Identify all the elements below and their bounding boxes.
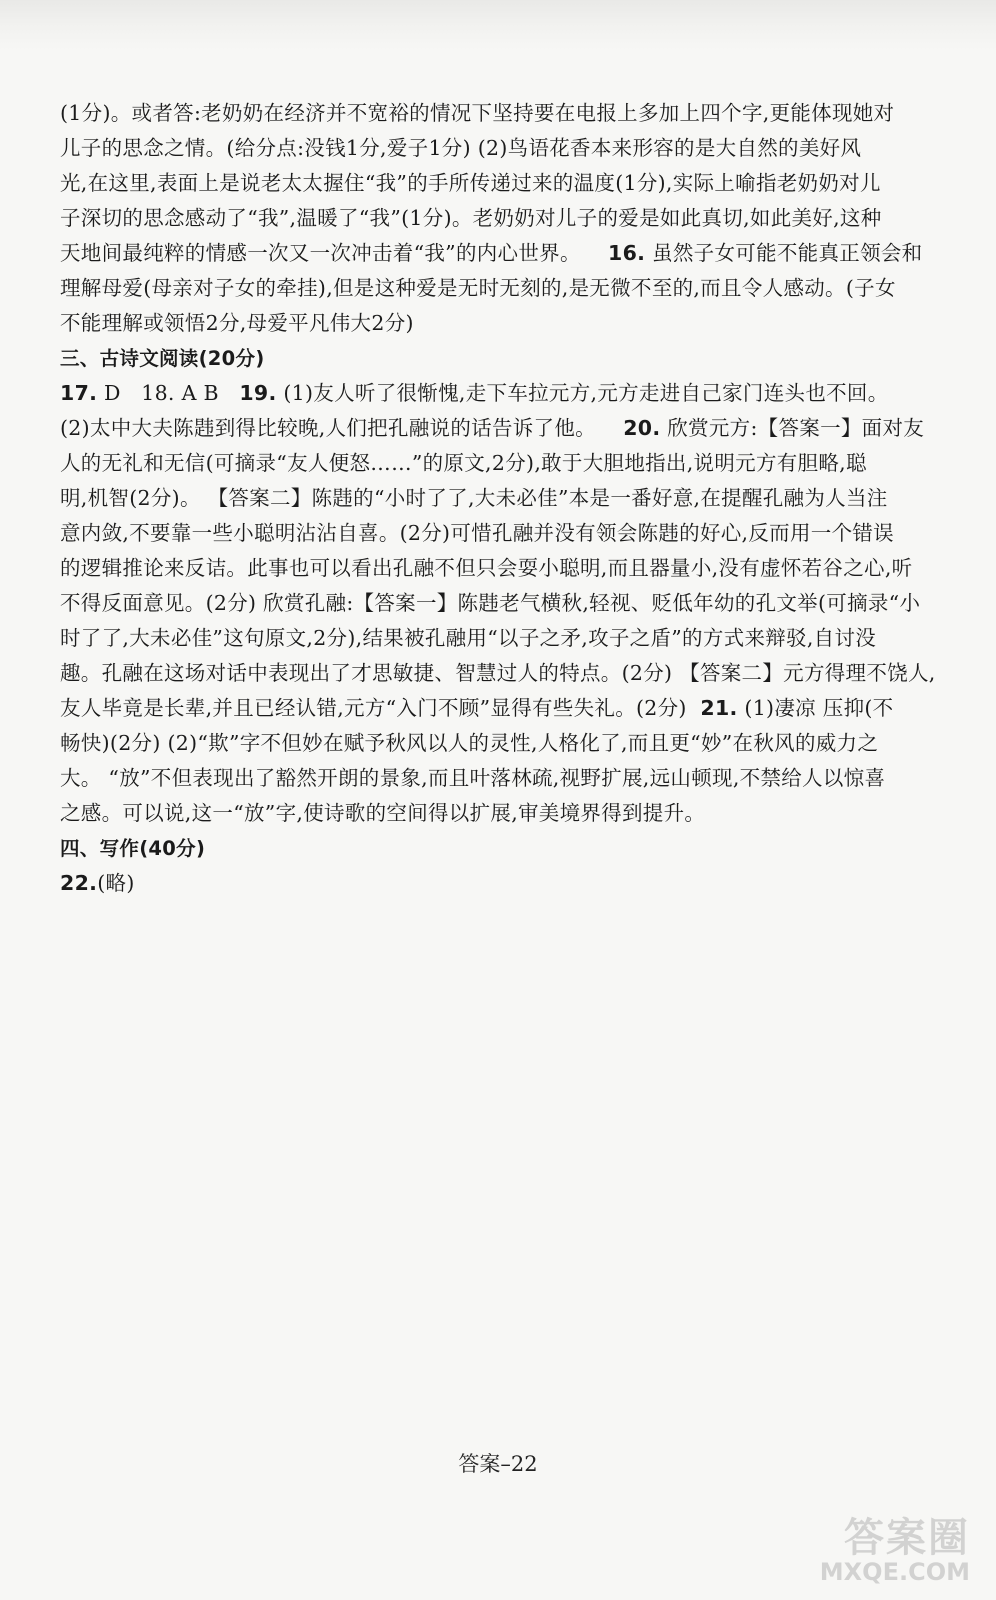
- section-heading: 四、写作(40分): [60, 837, 206, 860]
- answer-line: [60, 201, 940, 236]
- answer-line: [60, 131, 940, 166]
- section-heading: 三、古诗文阅读(20分): [60, 347, 265, 370]
- answer-text: 不得反面意见。(2分) 欣赏孔融:【答案一】陈韪老气横秋,轻视、贬低年幼的孔文举(可摘录“小: [60, 591, 921, 615]
- answer-text: 虽然子女可能不能真正领会和: [652, 241, 923, 265]
- question-number: 20.: [623, 416, 661, 440]
- answer-text: 友人毕竟是长辈,并且已经认错,元方“入门不顾”显得有些失礼。(2分): [60, 696, 687, 720]
- answer-text: (1)凄凉 压抑(不: [744, 696, 894, 720]
- answer-line: [60, 446, 940, 481]
- answer-text: 天地间最纯粹的情感一次又一次冲击着“我”的内心世界。: [60, 241, 581, 265]
- answer-text: 光,在这里,表面上是说老太太握住“我”的手所传递过来的温度(1分),实际上喻指老奶奶对儿: [60, 171, 881, 195]
- answer-line: [60, 586, 940, 621]
- scan-top-edge: [0, 0, 996, 50]
- answer-text: 的逻辑推论来反诘。此事也可以看出孔融不但只会耍小聪明,而且器量小,没有虚怀若谷之心,听: [60, 556, 913, 580]
- answer-text: 时了了,大未必佳”这句原文,2分),结果被孔融用“以子之矛,攻子之盾”的方式来辩驳,自讨没: [60, 626, 877, 650]
- answer-key-body: [60, 96, 940, 901]
- answer-text: 大。 “放”不但表现出了豁然开朗的景象,而且叶落林疏,视野扩展,远山顿现,不禁给人以惊喜: [60, 766, 886, 790]
- answer-line: [60, 621, 940, 656]
- page-number: 答案–22: [458, 1452, 538, 1476]
- answer-text: 理解母爱(母亲对子女的牵挂),但是这种爱是无时无刻的,是无微不至的,而且令人感动。(子女: [60, 276, 896, 300]
- answer-text: 不能理解或领悟2分,母爱平凡伟大2分): [60, 311, 414, 335]
- answer-line: [60, 761, 940, 796]
- answer-line: [60, 271, 940, 306]
- answer-text: 之感。可以说,这一“放”字,使诗歌的空间得以扩展,审美境界得到提升。: [60, 801, 706, 825]
- answer-line: [60, 516, 940, 551]
- answer-line: [60, 306, 940, 341]
- question-number: 21.: [700, 696, 738, 720]
- answer-line: [60, 411, 940, 446]
- watermark-logo: [804, 1506, 974, 1586]
- answer-line: [60, 866, 940, 901]
- answer-line: [60, 656, 940, 691]
- answer-line: [60, 376, 940, 411]
- question-number: 22.: [60, 871, 98, 895]
- answer-text: 畅快)(2分) (2)“欺”字不但妙在赋予秋风以人的灵性,人格化了,而且更“妙”在秋风的威力之: [60, 731, 879, 755]
- answer-line: [60, 236, 940, 271]
- answer-text: (1分)。或者答:老奶奶在经济并不宽裕的情况下坚持要在电报上多加上四个字,更能体现她对: [60, 101, 895, 125]
- answer-text: 明,机智(2分)。 【答案二】陈韪的“小时了了,大未必佳”本是一番好意,在提醒孔融为人当注: [60, 486, 888, 510]
- answer-text: 意内敛,不要靠一些小聪明沾沾自喜。(2分)可惜孔融并没有领会陈韪的好心,反而用一个错误: [60, 521, 894, 545]
- question-number: 19.: [239, 381, 277, 405]
- answer-line: [60, 796, 940, 831]
- answer-line: [60, 166, 940, 201]
- watermark-text: 答案圈: [844, 1515, 970, 1561]
- question-number: 17.: [60, 381, 98, 405]
- answer-text: 子深切的思念感动了“我”,温暖了“我”(1分)。老奶奶对儿子的爱是如此真切,如此美好,这种: [60, 206, 882, 230]
- answer-line: [60, 691, 940, 726]
- answer-text: D: [104, 381, 121, 405]
- answer-line: [60, 96, 940, 131]
- answer-line: [60, 551, 940, 586]
- answer-text: 18. A B: [141, 381, 219, 405]
- answer-text: (略): [97, 871, 135, 895]
- answer-line: [60, 481, 940, 516]
- watermark-url: MXQE.COM: [819, 1558, 970, 1586]
- answer-line: [60, 726, 940, 761]
- answer-text: 儿子的思念之情。(给分点:没钱1分,爱子1分) (2)鸟语花香本来形容的是大自然的美好风: [60, 136, 862, 160]
- answer-text: (2)太中大夫陈韪到得比较晚,人们把孔融说的话告诉了他。: [60, 416, 596, 440]
- question-number: 16.: [608, 241, 646, 265]
- answer-text: 人的无礼和无信(可摘录“友人便怒……”的原文,2分),敢于大胆地指出,说明元方有胆略,聪: [60, 451, 867, 475]
- answer-text: 欣赏元方:【答案一】面对友: [667, 416, 925, 440]
- answer-text: 趣。孔融在这场对话中表现出了才思敏捷、智慧过人的特点。(2分) 【答案二】元方得理不饶人,: [60, 661, 936, 685]
- answer-text: (1)友人听了很惭愧,走下车拉元方,元方走进自己家门连头也不回。: [283, 381, 889, 405]
